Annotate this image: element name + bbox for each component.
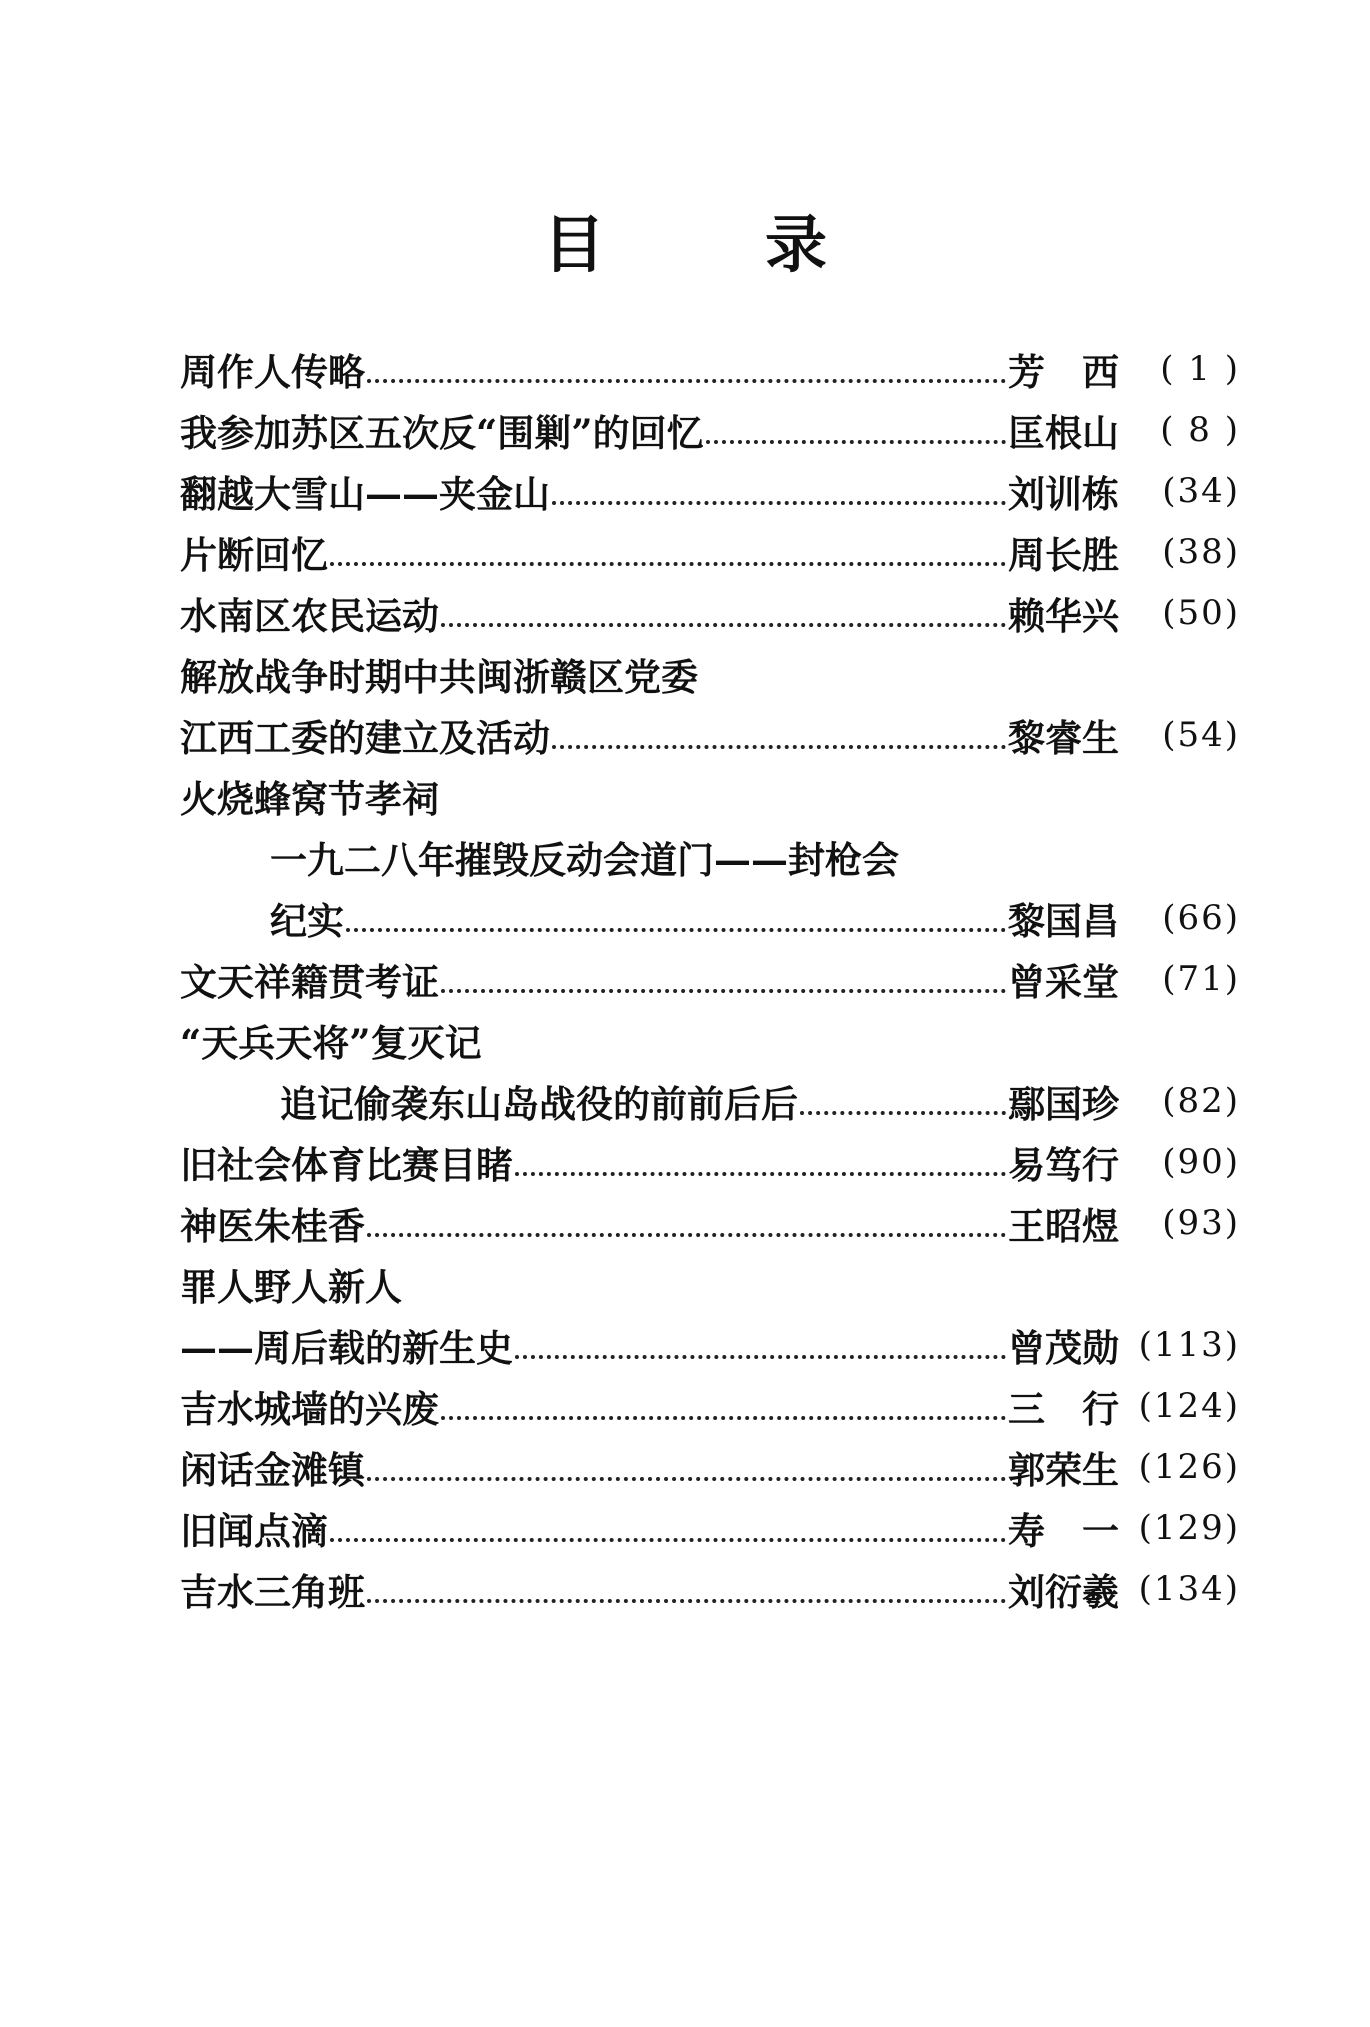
entry-page: (34) (1162, 470, 1240, 511)
entry-page: (50) (1162, 592, 1240, 633)
entry-title: 纪实 (270, 898, 344, 943)
entry-title: 文天祥籍贯考证 (180, 959, 439, 1004)
toc-entry (180, 1314, 1240, 1375)
toc-entry (180, 1558, 1240, 1619)
title-char-1: 目 (542, 208, 605, 281)
toc-entry (180, 948, 1240, 1009)
toc-entry-heading (180, 1253, 1240, 1314)
entry-author: 赖华兴 (1008, 593, 1119, 638)
toc-entry (180, 399, 1240, 460)
toc-entry (180, 1497, 1240, 1558)
entry-author: 芳 西 (1008, 349, 1119, 394)
toc-entry-heading (180, 765, 1240, 826)
leader-dots (706, 430, 1006, 444)
entry-title: 罪人野人新人 (180, 1264, 402, 1309)
entry-author: 刘训栋 (1008, 471, 1119, 516)
entry-author: 黎国昌 (1008, 898, 1119, 943)
toc-entry (180, 582, 1240, 643)
entry-author: 寿 一 (1008, 1508, 1119, 1553)
leader-dots (441, 1406, 1006, 1420)
entry-page: (71) (1162, 958, 1240, 999)
leader-dots (552, 735, 1006, 749)
entry-title: ——周后载的新生史 (180, 1325, 513, 1370)
toc-entry-heading (180, 1009, 1240, 1070)
page-title (0, 195, 1370, 284)
toc-entry (180, 1131, 1240, 1192)
entry-title: 吉水三角班 (180, 1569, 365, 1614)
entry-title: 我参加苏区五次反“围剿”的回忆 (180, 410, 704, 455)
entry-title: 一九二八年摧毁反动会道门——封枪会 (270, 837, 899, 882)
entry-title: 片断回忆 (180, 532, 328, 577)
entry-author: 周长胜 (1008, 532, 1119, 577)
entry-author: 王昭煜 (1008, 1203, 1119, 1248)
entry-page: ( 1 ) (1160, 348, 1240, 389)
toc-entry (180, 1436, 1240, 1497)
entry-title: 江西工委的建立及活动 (180, 715, 550, 760)
entry-author: 鄢国珍 (1008, 1081, 1119, 1126)
entry-author: 三 行 (1008, 1386, 1119, 1431)
entry-page: (54) (1162, 714, 1240, 755)
entry-author: 刘衍羲 (1008, 1569, 1119, 1614)
entry-page: (134) (1138, 1568, 1240, 1609)
entry-title: 吉水城墙的兴废 (180, 1386, 439, 1431)
entry-title: 解放战争时期中共闽浙赣区党委 (180, 654, 698, 699)
leader-dots (552, 491, 1006, 505)
leader-dots (346, 918, 1006, 932)
entry-title: 周作人传略 (180, 349, 365, 394)
toc-entry (180, 521, 1240, 582)
entry-title: 翻越大雪山——夹金山 (180, 471, 550, 516)
entry-author: 匡根山 (1008, 410, 1119, 455)
entry-page: (90) (1162, 1141, 1240, 1182)
entry-author: 易笃行 (1008, 1142, 1119, 1187)
leader-dots (441, 979, 1006, 993)
table-of-contents (180, 338, 1240, 1619)
toc-entry (180, 460, 1240, 521)
entry-page: (82) (1162, 1080, 1240, 1121)
title-char-2: 录 (765, 208, 828, 281)
toc-entry-heading (180, 643, 1240, 704)
entry-title: 追记偷袭东山岛战役的前前后后 (280, 1081, 798, 1126)
entry-author: 黎睿生 (1008, 715, 1119, 760)
entry-page: (93) (1162, 1202, 1240, 1243)
entry-page: (38) (1162, 531, 1240, 572)
entry-title: “天兵天将”复灭记 (180, 1020, 482, 1065)
leader-dots (330, 552, 1006, 566)
entry-author: 曾茂勋 (1008, 1325, 1119, 1370)
entry-page: ( 8 ) (1160, 409, 1240, 450)
toc-entry (180, 338, 1240, 399)
toc-entry (180, 704, 1240, 765)
toc-entry (180, 1070, 1240, 1131)
entry-title: 火烧蜂窝节孝祠 (180, 776, 439, 821)
leader-dots (441, 613, 1006, 627)
toc-entry (180, 887, 1240, 948)
toc-entry (180, 1192, 1240, 1253)
toc-entry (180, 1375, 1240, 1436)
entry-title: 水南区农民运动 (180, 593, 439, 638)
entry-title: 闲话金滩镇 (180, 1447, 365, 1492)
entry-page: (124) (1138, 1385, 1240, 1426)
entry-title: 旧社会体育比赛目睹 (180, 1142, 513, 1187)
leader-dots (515, 1345, 1006, 1359)
entry-title: 神医朱桂香 (180, 1203, 365, 1248)
entry-page: (113) (1138, 1324, 1240, 1365)
leader-dots (330, 1528, 1006, 1542)
entry-page: (129) (1138, 1507, 1240, 1548)
toc-entry-subtitle (180, 826, 1240, 887)
entry-author: 曾采堂 (1008, 959, 1119, 1004)
leader-dots (367, 369, 1006, 383)
entry-page: (126) (1138, 1446, 1240, 1487)
leader-dots (515, 1162, 1006, 1176)
leader-dots (800, 1101, 1006, 1115)
leader-dots (367, 1589, 1006, 1603)
entry-page: (66) (1162, 897, 1240, 938)
entry-author: 郭荣生 (1008, 1447, 1119, 1492)
leader-dots (367, 1467, 1006, 1481)
entry-title: 旧闻点滴 (180, 1508, 328, 1553)
leader-dots (367, 1223, 1006, 1237)
